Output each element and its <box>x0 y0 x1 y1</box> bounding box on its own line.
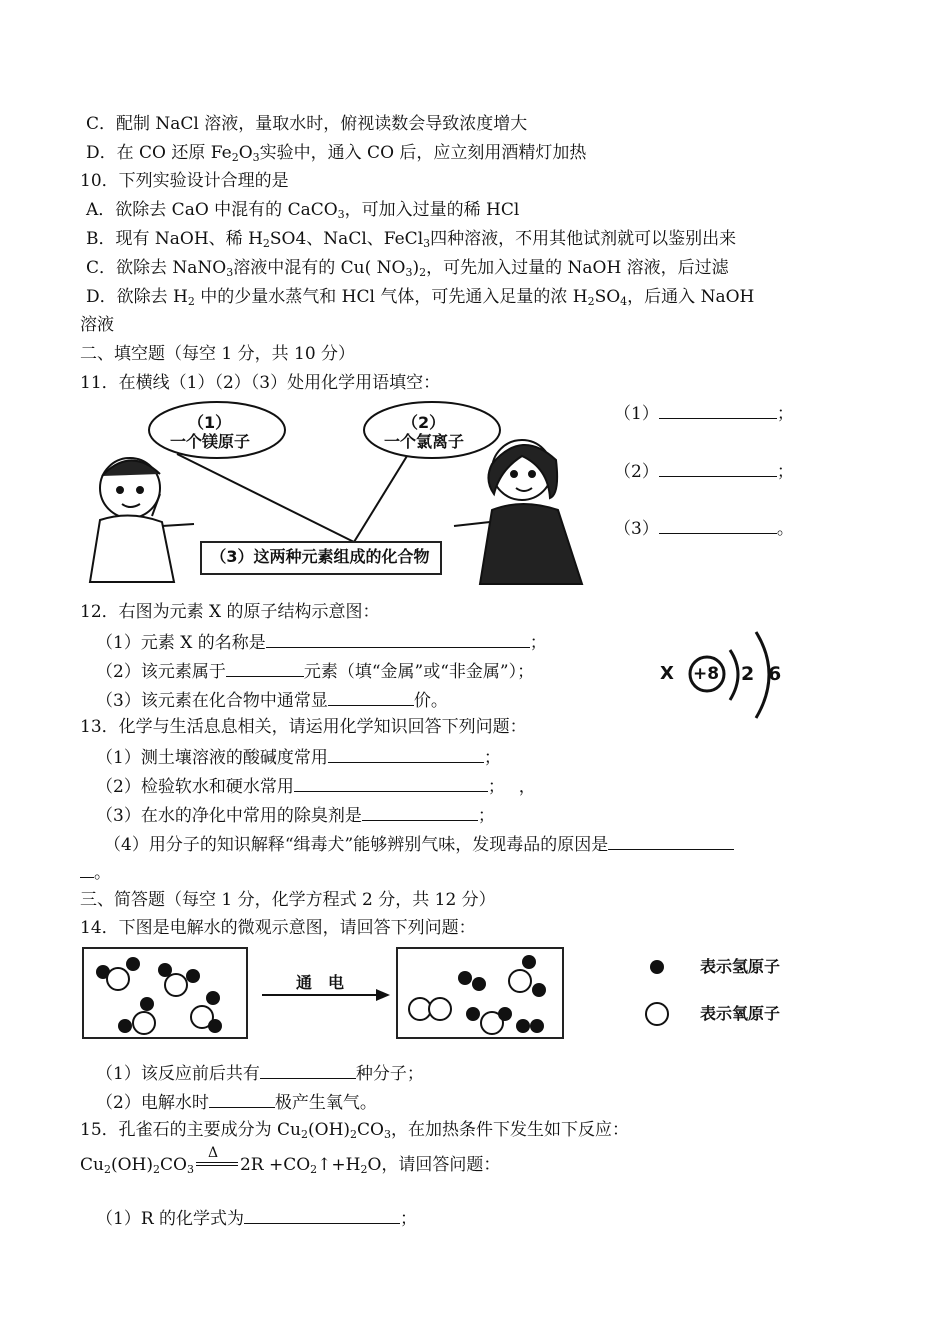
q14-blank-2[interactable] <box>209 1090 275 1108</box>
q13-line-4-continued: 。 <box>80 860 111 884</box>
q10-option-d-continued: 溶液 <box>80 315 114 335</box>
q13-stem: 13．化学与生活息息相关，请运用化学知识回答下列问题： <box>80 717 527 737</box>
q11-answer-2: （2） ； <box>614 459 794 483</box>
before-reaction-box <box>82 947 248 1039</box>
legend-oxygen-label: 表示氧原子 <box>700 1004 781 1023</box>
atom-symbol: X <box>660 663 674 684</box>
electron-shell-1 <box>730 650 738 700</box>
section-3-heading: 三、简答题（每空 1 分，化学方程式 2 分，共 12 分） <box>80 890 496 910</box>
q14-blank-1[interactable] <box>260 1061 356 1079</box>
q13-blank-2[interactable] <box>294 774 488 792</box>
q13-line-2: （2）检验软水和硬水常用 ； ， <box>96 774 536 798</box>
q14-line-1: （1）该反应前后共有 种分子； <box>96 1061 424 1085</box>
q15-equation: $Cu_2(OH)_2CO_3$ Δ $2R +CO_2↑+H_2O$，请回答问题： <box>80 1154 500 1176</box>
shell-1-electrons: 2 <box>741 663 755 685</box>
bubble-1-number: （1） <box>188 413 232 432</box>
q11-answer-1: （1） ； <box>614 401 794 425</box>
q12-blank-1[interactable] <box>266 630 530 648</box>
q12-stem: 12．右图为元素 X 的原子结构示意图： <box>80 602 380 622</box>
q10-option-c: C．欲除去 NaNO$_3$溶液中混有的 Cu( $NO_3)_2$，可先加入过量的 NaOH 溶液，后过滤 <box>86 258 729 279</box>
q13-line-1: （1）测土壤溶液的酸碱度常用 ； <box>96 745 501 769</box>
q14-line-2: （2）电解水时 极产生氧气。 <box>96 1090 377 1114</box>
bubble-1-text: 一个镁原子 <box>170 432 251 451</box>
q10-stem: 10．下列实验设计合理的是 <box>80 171 289 191</box>
q9-option-d: D．在 CO 还原 $Fe_2O_3$实验中，通入 CO 后，应立刻用酒精灯加热 <box>86 143 587 164</box>
q12-blank-3[interactable] <box>328 688 414 706</box>
q11-stem: 11．在横线（1）（2）（3）处用化学用语填空： <box>80 373 441 393</box>
q12-line-2: （2）该元素属于 元素（填“金属”或“非金属”）； <box>96 659 534 683</box>
q13-blank-3[interactable] <box>362 803 478 821</box>
q15-line-1: （1）R 的化学式为 ； <box>96 1206 417 1230</box>
q12-blank-2[interactable] <box>226 659 304 677</box>
bubble-2-number: （2） <box>402 413 446 432</box>
q13-blank-1[interactable] <box>328 745 484 763</box>
q13-line-3: （3）在水的净化中常用的除臭剂是 ； <box>96 803 495 827</box>
heating-symbol: Δ <box>207 1145 219 1161</box>
q13-line-4: （4）用分子的知识解释“缉毒犬”能够辨别气味，发现毒品的原因是 <box>104 832 734 856</box>
bubble-2-text: 一个氯离子 <box>384 432 465 451</box>
after-reaction-box <box>396 947 564 1039</box>
q11-blank-1[interactable] <box>659 401 777 419</box>
girl-illustration <box>454 440 582 584</box>
nucleus-charge: +8 <box>693 664 720 684</box>
q13-blank-4-cont[interactable] <box>80 860 94 878</box>
q15-stem: 15．孔雀石的主要成分为 $Cu_2(OH)_2CO_3$，在加热条件下发生如下反应： <box>80 1120 629 1141</box>
q15-blank-1[interactable] <box>244 1206 400 1224</box>
compound-label-text: （3）这两种元素组成的化合物 <box>210 547 430 566</box>
legend-hydrogen-dot <box>650 960 664 974</box>
q10-option-b: B．现有 NaOH、稀 $H_2SO4$、NaCl、FeCl$_3$四种溶液，不用其他试剂就可以鉴别出来 <box>86 229 737 250</box>
q10-option-d: D．欲除去 $H_2$ 中的少量水蒸气和 HCl 气体，可先通入足量的浓 $H_2SO_4$，后通入 NaOH <box>86 287 755 308</box>
q14-stem: 14．下图是电解水的微观示意图，请回答下列问题： <box>80 918 476 938</box>
heating-arrow <box>194 1145 240 1176</box>
q11-answer-3: （3） 。 <box>614 516 794 540</box>
reaction-arrow <box>258 986 394 1004</box>
q11-blank-3[interactable] <box>659 516 777 534</box>
q13-blank-4[interactable] <box>608 832 734 850</box>
shell-2-electrons: 6 <box>768 663 782 685</box>
boy-illustration <box>90 458 194 582</box>
legend-hydrogen-label: 表示氢原子 <box>700 957 781 976</box>
section-2-heading: 二、填空题（每空 1 分，共 10 分） <box>80 344 356 364</box>
q11-blank-2[interactable] <box>659 459 777 477</box>
q12-line-1: （1）元素 X 的名称是 ； <box>96 630 547 654</box>
q12-line-3: （3）该元素在化合物中通常显 价。 <box>96 688 448 712</box>
arrow-label: 通 电 <box>296 973 345 992</box>
q10-option-a: A．欲除去 CaO 中混有的 CaCO$_3$，可加入过量的稀 HCl <box>86 200 520 221</box>
legend-oxygen-circle <box>645 1002 669 1026</box>
q9-option-c: C．配制 NaCl 溶液，量取水时，俯视读数会导致浓度增大 <box>86 114 528 134</box>
